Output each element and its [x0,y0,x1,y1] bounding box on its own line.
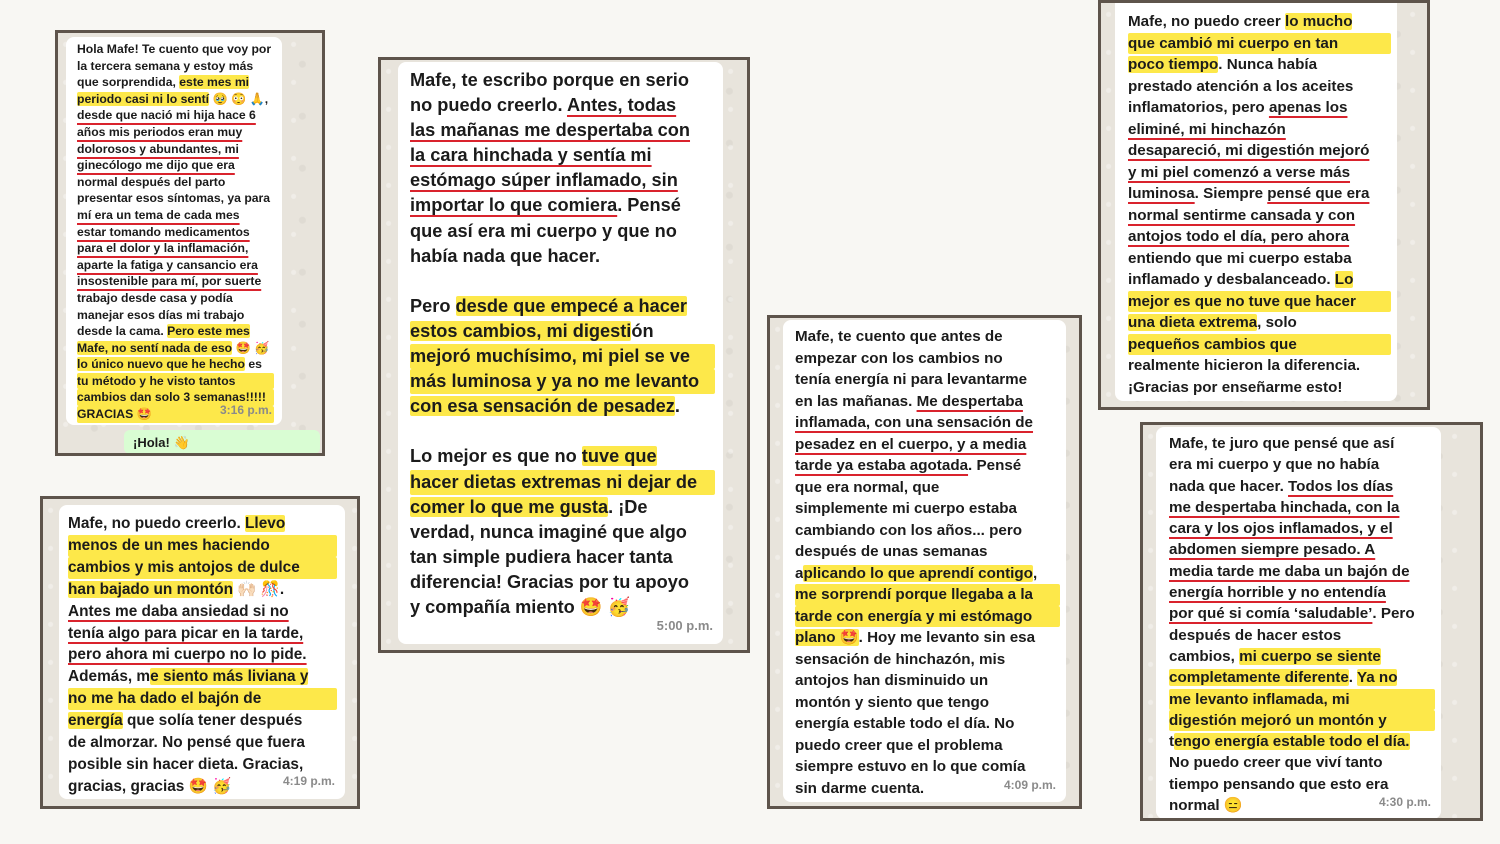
message-line: energía que solía tener después [68,712,303,730]
message-line: tiempo pensando que esto era [1169,775,1389,793]
message-line: que era normal, que [795,478,940,496]
message-line: pesadez en el cuerpo, y a media [795,435,1027,453]
message-line: Mafe, no puedo creer lo mucho [1128,13,1353,30]
message-line: que cambió mi cuerpo en tan [1128,33,1391,55]
message-line: nada que hacer. Todos los días [1169,477,1394,495]
message-line: en las mañanas. Me despertaba [795,392,1023,410]
message-timestamp: 4:09 p.m. [1003,777,1056,792]
message-line: abdomen siempre pesado. A [1169,541,1376,559]
message-line: después de unas semanas [795,543,988,560]
message-bubble [1156,427,1441,819]
outgoing-reply-text: ¡Hola! 👋 [133,435,190,450]
message-line: con esa sensación de pesadez. [410,396,680,417]
message-line: realmente hicieron la diferencia. [1128,357,1361,374]
message-line: sin darme cuenta. [795,779,925,797]
message-line: no puedo creerlo. Antes, todas [410,95,677,116]
testimonial-card-2 [40,496,360,809]
message-line [410,419,715,444]
message-line: inflamado y desbalanceado. Lo [1128,271,1354,288]
highlighted-phrase: e siento más liviana y [150,668,309,686]
message-text [68,513,337,798]
message-timestamp: 4:19 p.m. [282,774,335,789]
message-bubble [783,320,1066,802]
message-line: montón y siento que tengo [795,693,990,711]
message-line: media tarde me daba un bajón de [1169,562,1410,580]
message-line: cambios y mis antojos de dulce [68,557,337,579]
message-line: aparte la fatiga y cansancio era [77,257,258,272]
message-line: presentar esos síntomas, ya para [77,191,271,206]
testimonial-card-5 [1098,0,1430,410]
message-line: después de hacer estos [1169,626,1342,644]
message-line: estómago súper inflamado, sin [410,170,678,191]
message-line: entiendo que mi cuerpo estaba [1128,249,1352,267]
message-line: tu método y he visto tantos [77,373,274,390]
message-text [1169,433,1435,816]
message-line: ginecólogo me dijo que era [77,158,235,173]
outgoing-reply-bubble [124,430,320,454]
testimonial-card-4 [767,315,1082,809]
message-line: completamente diferente. Ya no [1169,669,1398,687]
highlighted-phrase: engo energía estable todo el día. [1174,733,1410,751]
message-line: empezar con los cambios no [795,349,1003,367]
message-line: Hola Mafe! Te cuento que voy por [77,42,272,56]
message-line: cambios dan solo 3 semanas!!!!! [77,389,274,406]
highlighted-phrase: una dieta extrema [1128,314,1258,331]
message-line: antojos todo el día, pero ahora [1128,228,1350,245]
message-line: me sorprendí porque llegaba a la [795,584,1060,606]
highlighted-phrase: Ya no [1356,669,1398,687]
message-line: que sorprendida, este mes mi [77,75,250,90]
highlighted-phrase: Mafe, no sentí nada de eso [77,340,233,355]
message-line: que así era mi cuerpo y que no [410,220,677,241]
message-bubble [1115,3,1397,401]
message-line: las mañanas me despertaba con [410,120,691,141]
highlighted-phrase: este mes mi [179,75,250,90]
message-line: Lo mejor es que no tuve que [410,446,657,467]
message-line: menos de un mes haciendo [68,535,337,557]
message-line: y compañía miento 🤩 🥳 [410,596,631,617]
underlined-phrase: pensé que era [1267,185,1370,202]
highlighted-phrase: Llevo [245,515,286,532]
message-line: una dieta extrema, solo [1128,314,1297,331]
message-line: Mafe, te juro que pensé que así [1169,435,1395,452]
highlighted-phrase: comer lo que me gusta [410,496,609,517]
highlighted-phrase: lo mucho [1284,13,1353,30]
message-line: antojos han disminuido un [795,672,989,689]
message-line: Mafe, no sentí nada de eso 🤩 🥳 [77,340,270,355]
message-line: verdad, nunca imaginé que algo [410,521,687,542]
message-line: no me ha dado el bajón de [68,688,337,710]
message-line: me levanto inflamada, mi [1169,689,1435,710]
message-line: No puedo creer que viví tanto [1169,754,1383,772]
message-line: energía horrible y no entendía [1169,584,1386,602]
message-line: lo único nuevo que he hecho es [77,357,262,372]
highlighted-phrase: tuve que [581,446,657,467]
highlighted-phrase: lo único nuevo que he hecho [77,357,245,372]
message-line: me despertaba hinchada, con la [1169,498,1400,516]
underlined-phrase: Me despertaba [916,392,1023,410]
message-line: siempre estuvo en lo que comía [795,758,1026,775]
testimonial-card-6 [1140,422,1483,821]
underlined-phrase: Antes, todas [566,95,677,116]
message-line: tarde con energía y mi estómago [795,606,1060,628]
message-line: ¡Gracias por enseñarme esto! [1128,378,1343,396]
message-line: luminosa. Siempre pensé que era [1128,185,1370,202]
message-line: Pero desde que empecé a hacer [410,295,687,316]
message-line: de almorzar. No pensé que fuera [68,734,305,752]
message-line: Antes me daba ansiedad si no [68,602,289,620]
message-line: trabajo desde casa y podía [77,290,233,305]
message-line [410,269,715,294]
message-line: importar lo que comiera. Pensé [410,195,681,216]
message-line: por qué si comía ‘saludable’. Pero [1169,605,1415,623]
message-line: eliminé, mi hinchazón [1128,120,1286,138]
message-line: años mis periodos eran muy [77,124,243,139]
message-line: simplemente mi cuerpo estaba [795,500,1017,517]
message-line: y mi piel comenzó a verse más [1128,163,1351,181]
message-timestamp: 5:00 p.m. [656,617,713,633]
message-line: comer lo que me gusta. ¡De [410,496,648,517]
testimonial-card-3 [378,57,750,653]
message-text [1128,11,1391,398]
underlined-phrase: por qué si comía ‘saludable’ [1169,605,1373,623]
message-line: GRACIAS 🤩 [77,406,274,423]
message-line: Mafe, te cuento que antes de [795,328,1003,345]
message-line: cara y los ojos inflamados, y el [1169,520,1393,538]
highlighted-phrase: plano 🤩 [795,629,859,646]
highlighted-phrase: completamente diferente [1169,669,1349,687]
message-line: poco tiempo. Nunca había [1128,56,1318,73]
message-line: aplicando lo que aprendí contigo, [795,564,1038,582]
underlined-phrase: luminosa [1128,185,1195,202]
underlined-phrase: tarde ya estaba agotada [795,457,969,474]
highlighted-phrase: estos cambios, mi digesti [410,320,632,341]
message-line: dolorosos y abundantes, mi [77,141,239,156]
message-line: tenía algo para picar en la tarde, [68,624,304,642]
message-line: tarde ya estaba agotada. Pensé [795,457,1022,474]
message-line: puedo creer que el problema [795,736,1003,754]
message-line: Mafe, no puedo creerlo. Llevo [68,515,286,532]
message-line: la cara hinchada y sentía mi [410,145,652,166]
message-text [77,41,274,423]
highlighted-phrase: plicando lo que aprendí contigo [803,564,1033,582]
message-line: energía estable todo el día. No [795,715,1015,732]
message-bubble [66,37,282,425]
message-bubble [398,62,723,644]
message-line: normal 😑 [1169,797,1243,815]
message-line: inflamada, con una sensación de [795,414,1034,431]
message-line: tengo energía estable todo el día. [1169,733,1410,751]
message-text [410,68,715,620]
highlighted-phrase: periodo casi ni lo sentí [77,91,210,106]
message-line: mí era un tema de cada mes [77,207,240,222]
message-text [795,326,1060,799]
message-line: desapareció, mi digestión mejoró [1128,142,1370,159]
message-line: tan simple pudiera hacer tanta [410,546,673,567]
message-line: mejor es que no tuve que hacer [1128,291,1391,313]
message-line: Mafe, te escribo porque en serio [410,70,689,90]
message-line: normal sentirme cansada y con [1128,206,1356,224]
testimonial-card-1 [55,30,325,456]
message-line: Además, me siento más liviana y [68,668,309,686]
highlighted-phrase: con esa sensación de pesadez [410,396,675,417]
message-line: normal después del parto [77,174,226,189]
message-line: mejoró muchísimo, mi piel se ve [410,344,715,369]
message-line: periodo casi ni lo sentí 🥹 😳 🙏, [77,91,269,106]
message-line: gracias, gracias 🤩 🥳 [68,777,232,795]
message-line: pero ahora mi cuerpo no lo pide. [68,646,307,664]
message-line: prestado atención a los aceites [1128,77,1354,95]
message-line: hacer dietas extremas ni dejar de [410,470,715,495]
message-line: tenía energía ni para levantarme [795,371,1028,388]
message-line: estos cambios, mi digestión [410,320,654,341]
highlighted-phrase: energía [68,712,123,730]
message-timestamp: 4:30 p.m. [1378,794,1431,809]
message-line: pequeños cambios que [1128,334,1391,356]
message-line: la tercera semana y estoy más [77,58,254,73]
message-line: insostenible para mí, por suerte [77,274,262,289]
message-line: diferencia! Gracias por tu apoyo [410,571,689,592]
message-line: había nada que hacer. [410,245,601,266]
message-timestamp: 3:16 p.m. [219,403,272,418]
highlighted-phrase: poco tiempo [1128,56,1219,73]
highlighted-phrase: Lo [1334,271,1354,288]
message-line: digestión mejoró un montón y [1169,710,1435,731]
message-bubble [59,505,345,799]
underlined-phrase: Todos los días [1288,477,1394,495]
message-line: manejar esos días mi trabajo [77,307,245,322]
highlighted-phrase: desde que empecé a hacer [455,295,687,316]
highlighted-phrase: mi cuerpo se siente [1239,647,1381,665]
message-line: posible sin hacer dieta. Gracias, [68,755,304,773]
message-line: era mi cuerpo y que no había [1169,456,1380,474]
highlighted-phrase: Pero este mes [167,324,250,339]
message-line: plano 🤩. Hoy me levanto sin esa [795,629,1036,646]
underlined-phrase: importar lo que comiera [410,195,618,216]
message-line: desde que nació mi hija hace 6 [77,108,256,123]
message-line: cambiando con los años... pero [795,521,1023,539]
message-line: más luminosa y ya no me levanto [410,369,715,394]
message-line: para el dolor y la inflamación, [77,241,249,256]
message-line: inflamatorios, pero apenas los [1128,99,1348,116]
message-line: estar tomando medicamentos [77,224,250,239]
message-line: desde la cama. Pero este mes [77,324,250,339]
message-line: cambios, mi cuerpo se siente [1169,647,1381,665]
message-line: han bajado un montón 🙌🏻 🎊. [68,580,285,598]
highlighted-phrase: han bajado un montón [68,580,234,598]
message-line: sensación de hinchazón, mis [795,650,1006,668]
underlined-phrase: apenas los [1268,99,1348,116]
